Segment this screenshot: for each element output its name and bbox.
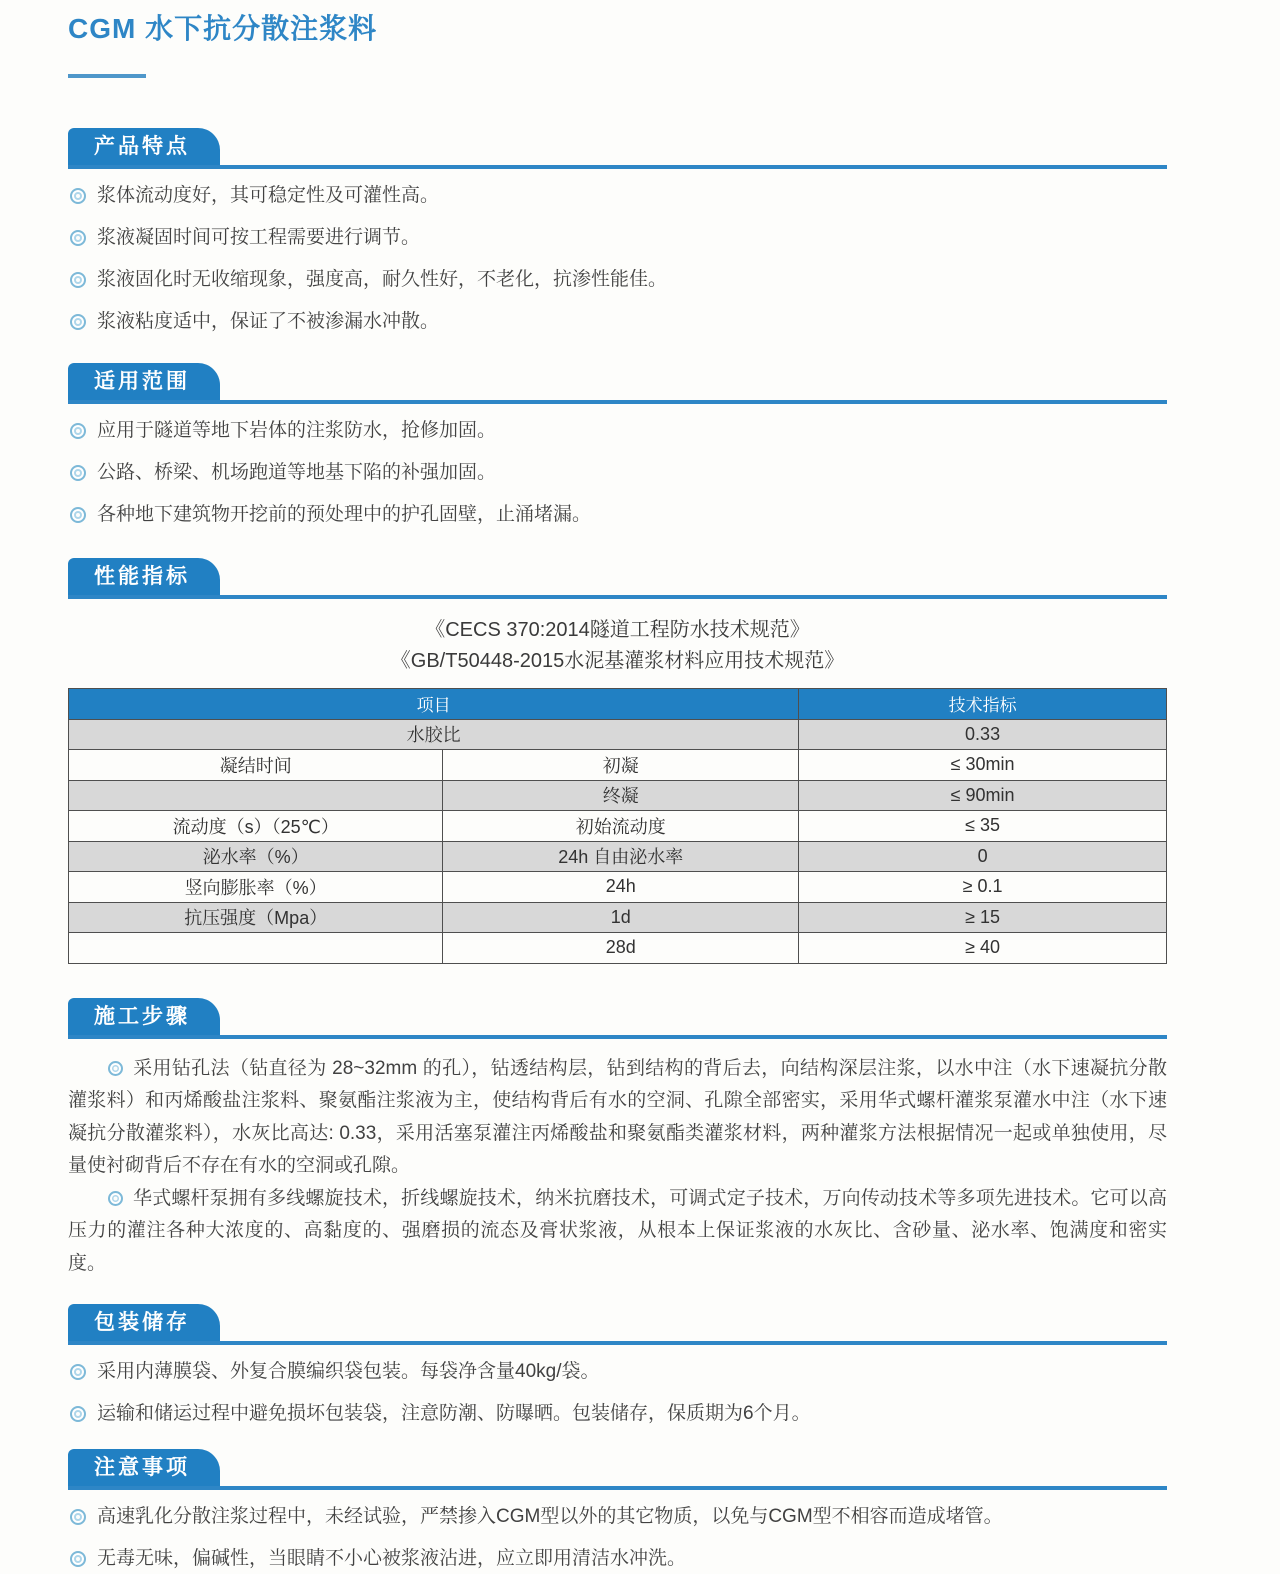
section-notes-heading: 注意事项 bbox=[68, 1449, 220, 1486]
section-scope-rule bbox=[68, 363, 1167, 404]
table-cell: 抗压强度（Mpa） bbox=[69, 902, 443, 933]
table-cell: ≥ 40 bbox=[799, 933, 1167, 964]
list-item-text: 各种地下建筑物开挖前的预处理中的护孔固壁，止涌堵漏。 bbox=[97, 504, 592, 525]
table-cell: 1d bbox=[443, 902, 799, 933]
standards-references bbox=[68, 615, 1167, 677]
list-item bbox=[68, 181, 1167, 211]
list-item-text: 浆液固化时无收缩现象，强度高，耐久性好，不老化，抗渗性能佳。 bbox=[97, 269, 668, 290]
list-item bbox=[68, 1502, 1167, 1532]
section-construction-heading: 施工步骤 bbox=[68, 998, 220, 1035]
table-cell bbox=[69, 933, 443, 964]
list-item-text: 浆体流动度好，其可稳定性及可灌性高。 bbox=[97, 185, 440, 206]
section-features-heading: 产品特点 bbox=[68, 128, 220, 165]
table-cell: 水胶比 bbox=[69, 719, 799, 750]
table-row bbox=[69, 841, 1167, 872]
section-construction bbox=[68, 998, 1167, 1281]
standard-line: 《CECS 370:2014隧道工程防水技术规范》 bbox=[425, 619, 810, 641]
list-item-text: 采用内薄膜袋、外复合膜编织袋包装。每袋净含量40kg/袋。 bbox=[97, 1361, 600, 1382]
bullet-ring-icon bbox=[70, 230, 86, 246]
table-row bbox=[69, 780, 1167, 811]
table-row bbox=[69, 933, 1167, 964]
bullet-ring-icon bbox=[108, 1061, 123, 1076]
construction-paragraph bbox=[68, 1183, 1167, 1281]
list-item bbox=[68, 223, 1167, 253]
bullet-ring-icon bbox=[70, 507, 86, 523]
table-cell: ≤ 30min bbox=[799, 750, 1167, 781]
list-item bbox=[68, 307, 1167, 337]
list-item bbox=[68, 1544, 1167, 1574]
bullet-ring-icon bbox=[70, 314, 86, 330]
list-item bbox=[68, 1357, 1167, 1387]
section-packaging-rule bbox=[68, 1304, 1167, 1345]
table-row bbox=[69, 719, 1167, 750]
bullet-ring-icon bbox=[70, 272, 86, 288]
construction-paragraphs bbox=[68, 1053, 1167, 1281]
bullet-ring-icon bbox=[70, 188, 86, 204]
list-item-text: 浆液凝固时间可按工程需要进行调节。 bbox=[97, 227, 421, 248]
table-cell bbox=[69, 780, 443, 811]
section-scope-heading: 适用范围 bbox=[68, 363, 220, 400]
list-item bbox=[68, 458, 1167, 488]
standard-line: 《GB/T50448-2015水泥基灌浆材料应用技术规范》 bbox=[390, 650, 845, 672]
list-item bbox=[68, 265, 1167, 295]
section-performance-heading: 性能指标 bbox=[68, 558, 220, 595]
page-content bbox=[68, 0, 1167, 1574]
bullet-ring-icon bbox=[108, 1191, 123, 1206]
bullet-ring-icon bbox=[70, 1551, 86, 1567]
section-packaging bbox=[68, 1304, 1167, 1429]
table-row bbox=[69, 750, 1167, 781]
table-cell: 流动度（s）（25℃） bbox=[69, 811, 443, 842]
table-cell: ≥ 15 bbox=[799, 902, 1167, 933]
table-cell: 0 bbox=[799, 841, 1167, 872]
page-title: CGM 水下抗分散注浆料 bbox=[68, 13, 378, 44]
list-item-text: 运输和储运过程中避免损坏包装袋，注意防潮、防曝晒。包装储存，保质期为6个月。 bbox=[97, 1403, 811, 1424]
performance-table bbox=[68, 688, 1167, 964]
table-cell: 24h 自由泌水率 bbox=[443, 841, 799, 872]
table-cell: ≤ 90min bbox=[799, 780, 1167, 811]
table-row bbox=[69, 811, 1167, 842]
table-row bbox=[69, 872, 1167, 903]
paragraph-text: 采用钻孔法（钻直径为 28~32mm 的孔），钻透结构层，钻到结构的背后去，向结构深层注浆，以水中注（水下速凝抗分散灌浆料）和丙烯酸盐注浆料、聚氨酯注浆液为主，使结构背后有水的空洞、孔隙全部密实，采用华式螺杆灌浆泵灌水中注（水下速凝抗分散灌浆料），水灰比高达: 0.33，采用活塞泵灌注丙烯酸盐和聚氨酯类灌浆材料，两种灌浆方法根据情况一起或单独使用，尽量使衬砌背后不存在有水的空洞或孔隙。 bbox=[68, 1057, 1167, 1176]
table-cell: 28d bbox=[443, 933, 799, 964]
table-cell: 初凝 bbox=[443, 750, 799, 781]
list-item-text: 高速乳化分散注浆过程中，未经试验，严禁掺入CGM型以外的其它物质，以免与CGM型不相容而造成堵管。 bbox=[97, 1506, 1003, 1527]
section-notes-rule bbox=[68, 1449, 1167, 1490]
section-construction-rule bbox=[68, 998, 1167, 1039]
table-cell: 0.33 bbox=[799, 719, 1167, 750]
table-cell: 竖向膨胀率（%） bbox=[69, 872, 443, 903]
bullet-ring-icon bbox=[70, 1364, 86, 1380]
section-performance-rule bbox=[68, 558, 1167, 599]
bullet-ring-icon bbox=[70, 423, 86, 439]
construction-paragraph bbox=[68, 1053, 1167, 1183]
section-performance bbox=[68, 558, 1167, 964]
section-features bbox=[68, 128, 1167, 337]
table-header-item: 项目 bbox=[69, 689, 799, 720]
features-list bbox=[68, 181, 1167, 337]
table-header-index: 技术指标 bbox=[799, 689, 1167, 720]
title-underline bbox=[68, 74, 146, 78]
section-packaging-heading: 包装储存 bbox=[68, 1304, 220, 1341]
list-item bbox=[68, 1399, 1167, 1429]
table-cell: ≥ 0.1 bbox=[799, 872, 1167, 903]
packaging-list bbox=[68, 1357, 1167, 1429]
bullet-ring-icon bbox=[70, 465, 86, 481]
scope-list bbox=[68, 416, 1167, 530]
table-row bbox=[69, 902, 1167, 933]
bullet-ring-icon bbox=[70, 1406, 86, 1422]
table-cell: 凝结时间 bbox=[69, 750, 443, 781]
notes-list bbox=[68, 1502, 1167, 1574]
list-item-text: 应用于隧道等地下岩体的注浆防水，抢修加固。 bbox=[97, 420, 497, 441]
table-cell: 泌水率（%） bbox=[69, 841, 443, 872]
paragraph-text: 华式螺杆泵拥有多线螺旋技术，折线螺旋技术，纳米抗磨技术，可调式定子技术，万向传动技术等多项先进技术。它可以高压力的灌注各种大浓度的、高黏度的、强磨损的流态及膏状浆液，从根本上保证浆液的水灰比、含砂量、泌水率、饱满度和密实度。 bbox=[68, 1187, 1167, 1274]
table-cell: 初始流动度 bbox=[443, 811, 799, 842]
table-cell: 24h bbox=[443, 872, 799, 903]
list-item-text: 公路、桥梁、机场跑道等地基下陷的补强加固。 bbox=[97, 462, 497, 483]
section-features-rule bbox=[68, 128, 1167, 169]
section-scope bbox=[68, 363, 1167, 530]
table-cell: 终凝 bbox=[443, 780, 799, 811]
list-item bbox=[68, 500, 1167, 530]
table-header-row bbox=[69, 689, 1167, 720]
section-notes bbox=[68, 1449, 1167, 1574]
list-item bbox=[68, 416, 1167, 446]
table-cell: ≤ 35 bbox=[799, 811, 1167, 842]
list-item-text: 浆液粘度适中，保证了不被渗漏水冲散。 bbox=[97, 311, 440, 332]
list-item-text: 无毒无味，偏碱性，当眼睛不小心被浆液沾进，应立即用清洁水冲洗。 bbox=[97, 1548, 687, 1569]
bullet-ring-icon bbox=[70, 1509, 86, 1525]
